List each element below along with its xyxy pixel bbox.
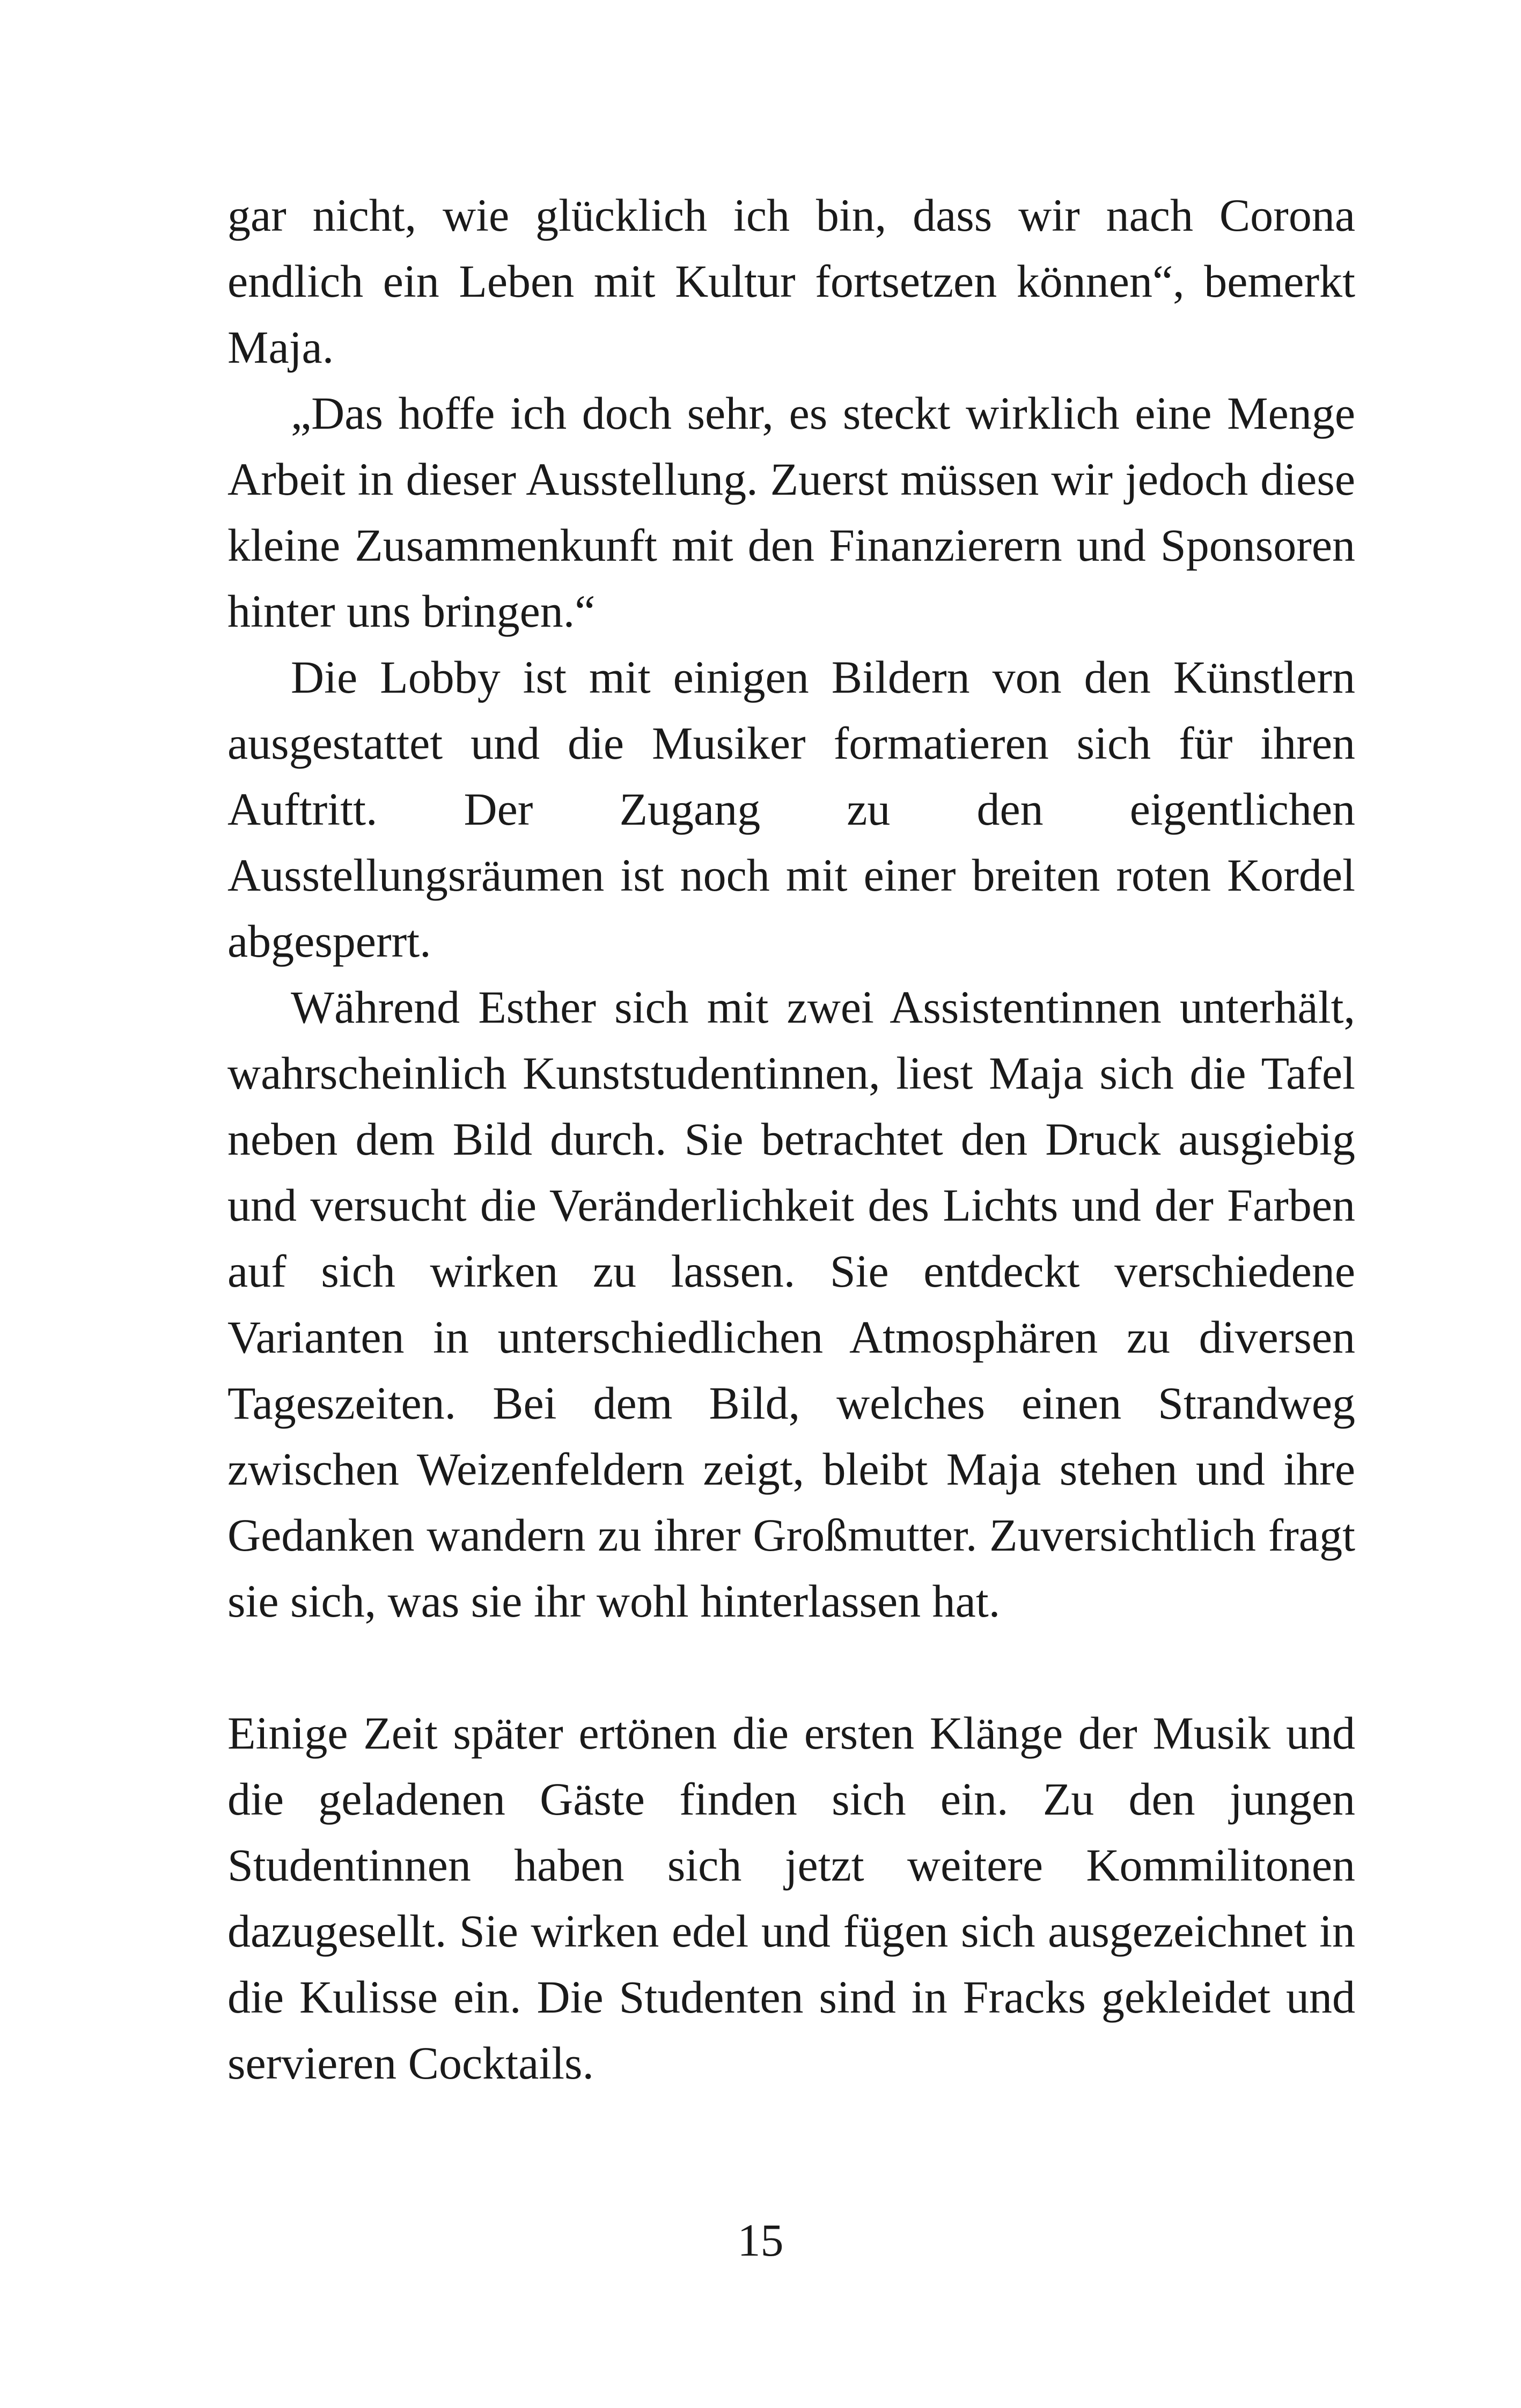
paragraph-lobby: Die Lobby ist mit einigen Bildern von den Künstlern ausgestattet und die Musiker formatieren sich für ihren Auftritt. Der Zugang zu den eigentlichen Ausstellungsräumen ist noch mit einer breiten roten Kordel abgesperrt. xyxy=(227,651,1355,967)
paragraph-new-section: Einige Zeit später ertönen die ersten Klänge der Musik und die geladenen Gäste finden sich ein. Zu den jungen Studentinnen haben sich jetzt weitere Kommilitonen dazugesellt. Sie wirken edel und fügen sich ausgezeichnet in die Kulisse ein. Die Studenten sind in Fracks gekleidet und servieren Cocktails. xyxy=(227,1707,1355,2089)
paragraph-continuation: gar nicht, wie glücklich ich bin, dass wir nach Corona endlich ein Leben mit Kultur fortsetzen können“, bemerkt Maja. xyxy=(227,189,1355,373)
paragraph-dialogue: „Das hoffe ich doch sehr, es steckt wirklich eine Menge Arbeit in dieser Ausstellung. Zuerst müssen wir jedoch diese kleine Zusammenkunft mit den Finanzierern und Sponsoren hinter uns bringen.“ xyxy=(227,387,1355,637)
page-number: 15 xyxy=(737,2214,784,2266)
paragraph-esther: Während Esther sich mit zwei Assistentinnen unterhält, wahrscheinlich Kunststudentinnen, liest Maja sich die Tafel neben dem Bild durch. Sie betrachtet den Druck ausgiebig und versucht die Veränderlichkeit des Lichts und der Farben auf sich wirken zu lassen. Sie entdeckt verschiedene Varianten in unterschiedlichen Atmosphären zu diversen Tageszeiten. Bei dem Bild, welches einen Strandweg zwischen Weizenfeldern zeigt, bleibt Maja stehen und ihre Gedanken wandern zu ihrer Großmutter. Zuversichtlich fragt sie sich, was sie ihr wohl hinterlassen hat. xyxy=(227,981,1355,1627)
body-text xyxy=(227,182,1355,2096)
